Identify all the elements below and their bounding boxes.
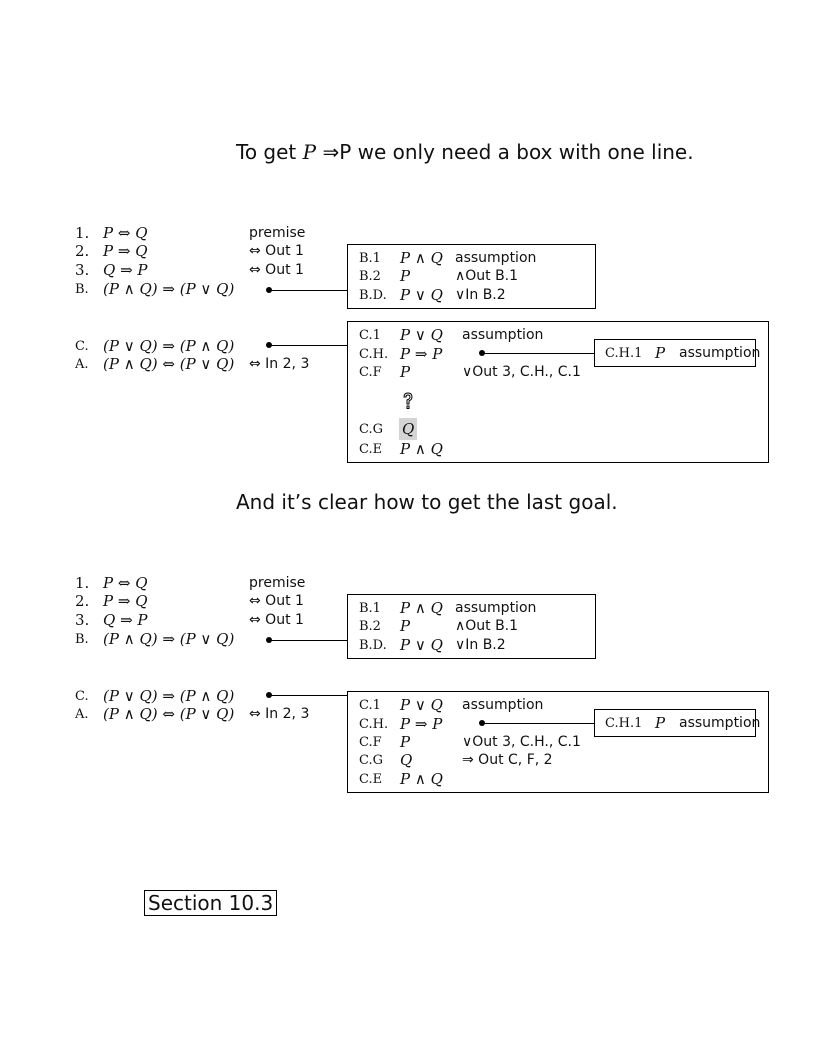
p2-ch1-just: assumption	[679, 715, 761, 731]
line-label: 3.	[75, 261, 90, 279]
p2-c1-formula: P ∨ Q	[400, 696, 443, 714]
p1-bd-label: B.D.	[359, 288, 387, 303]
p1-line-3	[75, 261, 89, 279]
line-label: 2.	[75, 242, 90, 260]
p1-line-1	[75, 224, 89, 242]
p2-connector-ch-line	[482, 723, 594, 724]
line-label: 2.	[75, 592, 90, 610]
p2-b1-label: B.1	[359, 601, 381, 616]
p1-connector-c-line	[269, 345, 347, 346]
p1-cg-label: C.G	[359, 422, 384, 437]
p1-ce-formula: P ∧ Q	[400, 440, 443, 458]
p2-b2-formula: P	[400, 617, 411, 635]
p2-ch-formula: P ⇒ P	[400, 715, 443, 733]
p1-line-2	[75, 242, 89, 260]
question-mark-icon	[401, 391, 415, 411]
p1-connector-ch-line	[482, 353, 594, 354]
p1-cf-just: ∨Out 3, C.H., C.1	[462, 364, 581, 380]
p1-line-3-formula: Q ⇒ P	[103, 261, 148, 279]
p2-line-a-just: ⇔ In 2, 3	[249, 706, 310, 722]
p1-line-b-formula: (P ∧ Q) ⇒ (P ∨ Q)	[103, 280, 235, 298]
p1-ch1-formula: P	[655, 344, 666, 362]
p1-b1-just: assumption	[455, 250, 537, 266]
p2-cg-just: ⇒ Out C, F, 2	[462, 752, 553, 768]
p2-line-3-just: ⇔ Out 1	[249, 612, 304, 628]
heading-1-post: ⇒P we only need a box with one line.	[316, 140, 694, 164]
p1-ce-label: C.E	[359, 442, 383, 457]
p2-c1-just: assumption	[462, 697, 544, 713]
p2-line-b-label: B.	[75, 632, 89, 647]
p2-line-3	[75, 611, 89, 629]
p1-line-a-formula: (P ∧ Q) ⇔ (P ∨ Q)	[103, 355, 235, 373]
p2-connector-c-line	[269, 695, 347, 696]
p1-cf-label: C.F	[359, 365, 382, 380]
p1-b1-formula: P ∧ Q	[400, 249, 443, 267]
p1-connector-b-line	[269, 290, 347, 291]
p2-line-c-label: C.	[75, 689, 89, 704]
p1-b1-label: B.1	[359, 251, 381, 266]
heading-2: And it’s clear how to get the last goal.	[236, 490, 618, 514]
p2-line-2-just: ⇔ Out 1	[249, 593, 304, 609]
p2-b2-just: ∧Out B.1	[455, 618, 519, 634]
p2-line-c-formula: (P ∨ Q) ⇒ (P ∧ Q)	[103, 687, 235, 705]
p2-cg-formula: Q	[400, 751, 413, 769]
line-label: 1.	[75, 574, 90, 592]
p2-ch1-label: C.H.1	[605, 716, 643, 731]
p1-bd-formula: P ∨ Q	[400, 286, 443, 304]
p1-b2-label: B.2	[359, 269, 381, 284]
p2-bd-just: ∨In B.2	[455, 637, 506, 653]
line-label: 3.	[75, 611, 90, 629]
p1-b2-formula: P	[400, 267, 411, 285]
p2-line-b-formula: (P ∧ Q) ⇒ (P ∨ Q)	[103, 630, 235, 648]
p2-b1-just: assumption	[455, 600, 537, 616]
p2-line-1	[75, 574, 89, 592]
line-label: 1.	[75, 224, 90, 242]
p1-c1-formula: P ∨ Q	[400, 326, 443, 344]
p1-line-c-label: C.	[75, 339, 89, 354]
p2-b2-label: B.2	[359, 619, 381, 634]
p1-ch-formula: P ⇒ P	[400, 345, 443, 363]
p2-c1-label: C.1	[359, 698, 381, 713]
p1-b2-just: ∧Out B.1	[455, 268, 519, 284]
p2-cf-formula: P	[400, 733, 411, 751]
p1-line-2-formula: P ⇒ Q	[103, 242, 148, 260]
p2-ce-formula: P ∧ Q	[400, 770, 443, 788]
p1-cg-goal-highlighted: Q	[399, 418, 417, 440]
heading-1	[236, 140, 694, 164]
p2-cg-label: C.G	[359, 753, 384, 768]
p2-ch-label: C.H.	[359, 717, 389, 732]
p2-line-a-label: A.	[75, 707, 89, 722]
p2-ch1-formula: P	[655, 714, 666, 732]
p2-bd-formula: P ∨ Q	[400, 636, 443, 654]
section-label[interactable]: Section 10.3	[144, 890, 277, 916]
p1-line-b-label: B.	[75, 282, 89, 297]
p1-c1-just: assumption	[462, 327, 544, 343]
p1-ch1-just: assumption	[679, 345, 761, 361]
p1-line-1-just: premise	[249, 225, 306, 241]
p1-line-a-label: A.	[75, 357, 89, 372]
p2-connector-b-line	[269, 640, 347, 641]
p2-line-3-formula: Q ⇒ P	[103, 611, 148, 629]
p1-c1-label: C.1	[359, 328, 381, 343]
p1-line-c-formula: (P ∨ Q) ⇒ (P ∧ Q)	[103, 337, 235, 355]
p1-ch1-label: C.H.1	[605, 346, 643, 361]
p1-bd-just: ∨In B.2	[455, 287, 506, 303]
p1-ch-label: C.H.	[359, 347, 389, 362]
p2-bd-label: B.D.	[359, 638, 387, 653]
p2-line-1-just: premise	[249, 575, 306, 591]
p2-line-2	[75, 592, 89, 610]
p2-line-2-formula: P ⇒ Q	[103, 592, 148, 610]
heading-1-pre: To get	[236, 140, 303, 164]
p2-cf-just: ∨Out 3, C.H., C.1	[462, 734, 581, 750]
p2-line-a-formula: (P ∧ Q) ⇔ (P ∨ Q)	[103, 705, 235, 723]
p1-cf-formula: P	[400, 363, 411, 381]
p1-line-a-just: ⇔ In 2, 3	[249, 356, 310, 372]
p1-line-1-formula: P ⇔ Q	[103, 224, 148, 242]
p2-ce-label: C.E	[359, 772, 383, 787]
heading-1-math: P	[302, 140, 317, 164]
p1-line-2-just: ⇔ Out 1	[249, 243, 304, 259]
p1-line-3-just: ⇔ Out 1	[249, 262, 304, 278]
p2-line-1-formula: P ⇔ Q	[103, 574, 148, 592]
p2-cf-label: C.F	[359, 735, 382, 750]
p2-b1-formula: P ∧ Q	[400, 599, 443, 617]
